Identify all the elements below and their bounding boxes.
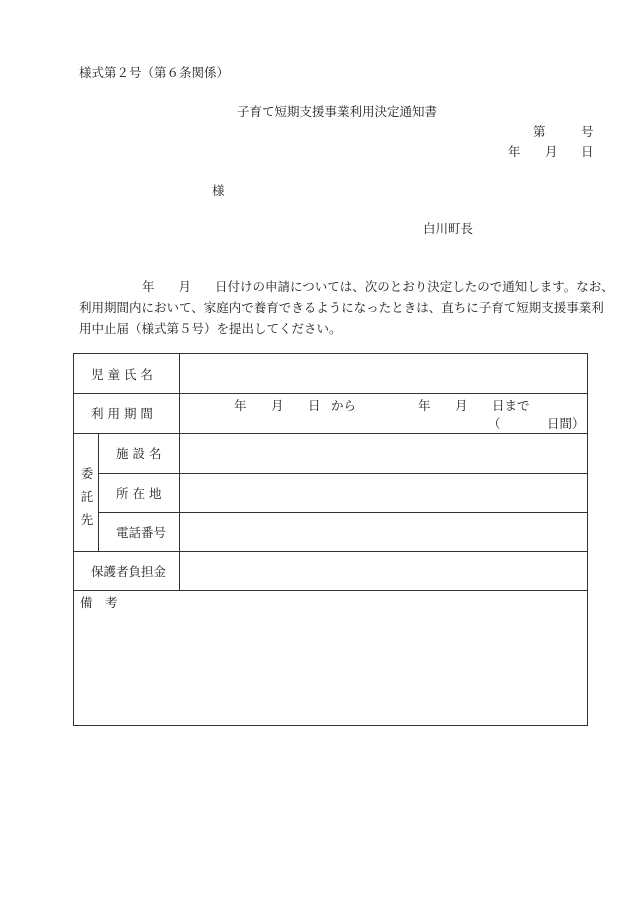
facility-name-field[interactable] <box>180 434 587 472</box>
facility-address-field[interactable] <box>180 474 587 511</box>
period-days-open-paren: （ <box>488 416 501 431</box>
notice-line-2: 利用期間内において、家庭内で養育できるようになったときは、直ちに子育て短期支援事業利 <box>79 300 604 315</box>
facility-address-label: 所 在 地 <box>116 486 162 501</box>
child-name-field[interactable] <box>180 354 587 392</box>
application-year: 年 <box>142 279 155 294</box>
document-number-suffix: 号 <box>581 124 594 139</box>
consignee-char-3: 先 <box>80 512 94 527</box>
period-end-month: 月 <box>455 398 468 413</box>
guardian-fee-label: 保護者負担金 <box>91 564 167 579</box>
notice-line-1-text: 日付けの申請については、次のとおり決定したので通知します。なお、 <box>215 279 614 294</box>
notice-line-3: 用中止届（様式第５号）を提出してください。 <box>79 321 342 336</box>
remarks-field[interactable] <box>74 591 587 725</box>
phone-number-label: 電話番号 <box>116 525 167 540</box>
document-title: 子育て短期支援事業利用決定通知書 <box>237 104 438 119</box>
period-end-until: 日まで <box>492 398 530 413</box>
phone-number-field[interactable] <box>180 513 587 550</box>
facility-name-label: 施 設 名 <box>116 446 162 461</box>
issuer-name: 白川町長 <box>423 221 474 236</box>
notice-line-1 <box>79 276 614 297</box>
usage-period-label: 利 用 期 間 <box>91 406 153 421</box>
form-number: 様式第２号（第６条関係） <box>79 65 230 80</box>
period-start-day: 日 <box>308 398 321 413</box>
remarks-label: 備 考 <box>80 595 118 610</box>
period-end-year: 年 <box>418 398 431 413</box>
consignee-char-2: 託 <box>80 489 94 504</box>
consignee-char-1: 委 <box>80 466 94 481</box>
consignee-column-divider <box>98 433 99 551</box>
document-number-prefix: 第 <box>533 124 546 139</box>
period-from: から <box>331 398 357 413</box>
child-name-label: 児 童 氏 名 <box>91 367 153 382</box>
issue-date-month: 月 <box>545 144 558 159</box>
period-start-year: 年 <box>234 398 247 413</box>
period-days-label: 日間） <box>547 416 585 431</box>
consignee-label <box>80 462 94 531</box>
application-month: 月 <box>178 279 192 294</box>
period-start-month: 月 <box>271 398 284 413</box>
issue-date-day: 日 <box>581 144 594 159</box>
addressee-suffix: 様 <box>212 183 225 198</box>
notice-paragraph <box>79 276 614 339</box>
issue-date-year: 年 <box>508 144 521 159</box>
guardian-fee-field[interactable] <box>180 552 587 589</box>
